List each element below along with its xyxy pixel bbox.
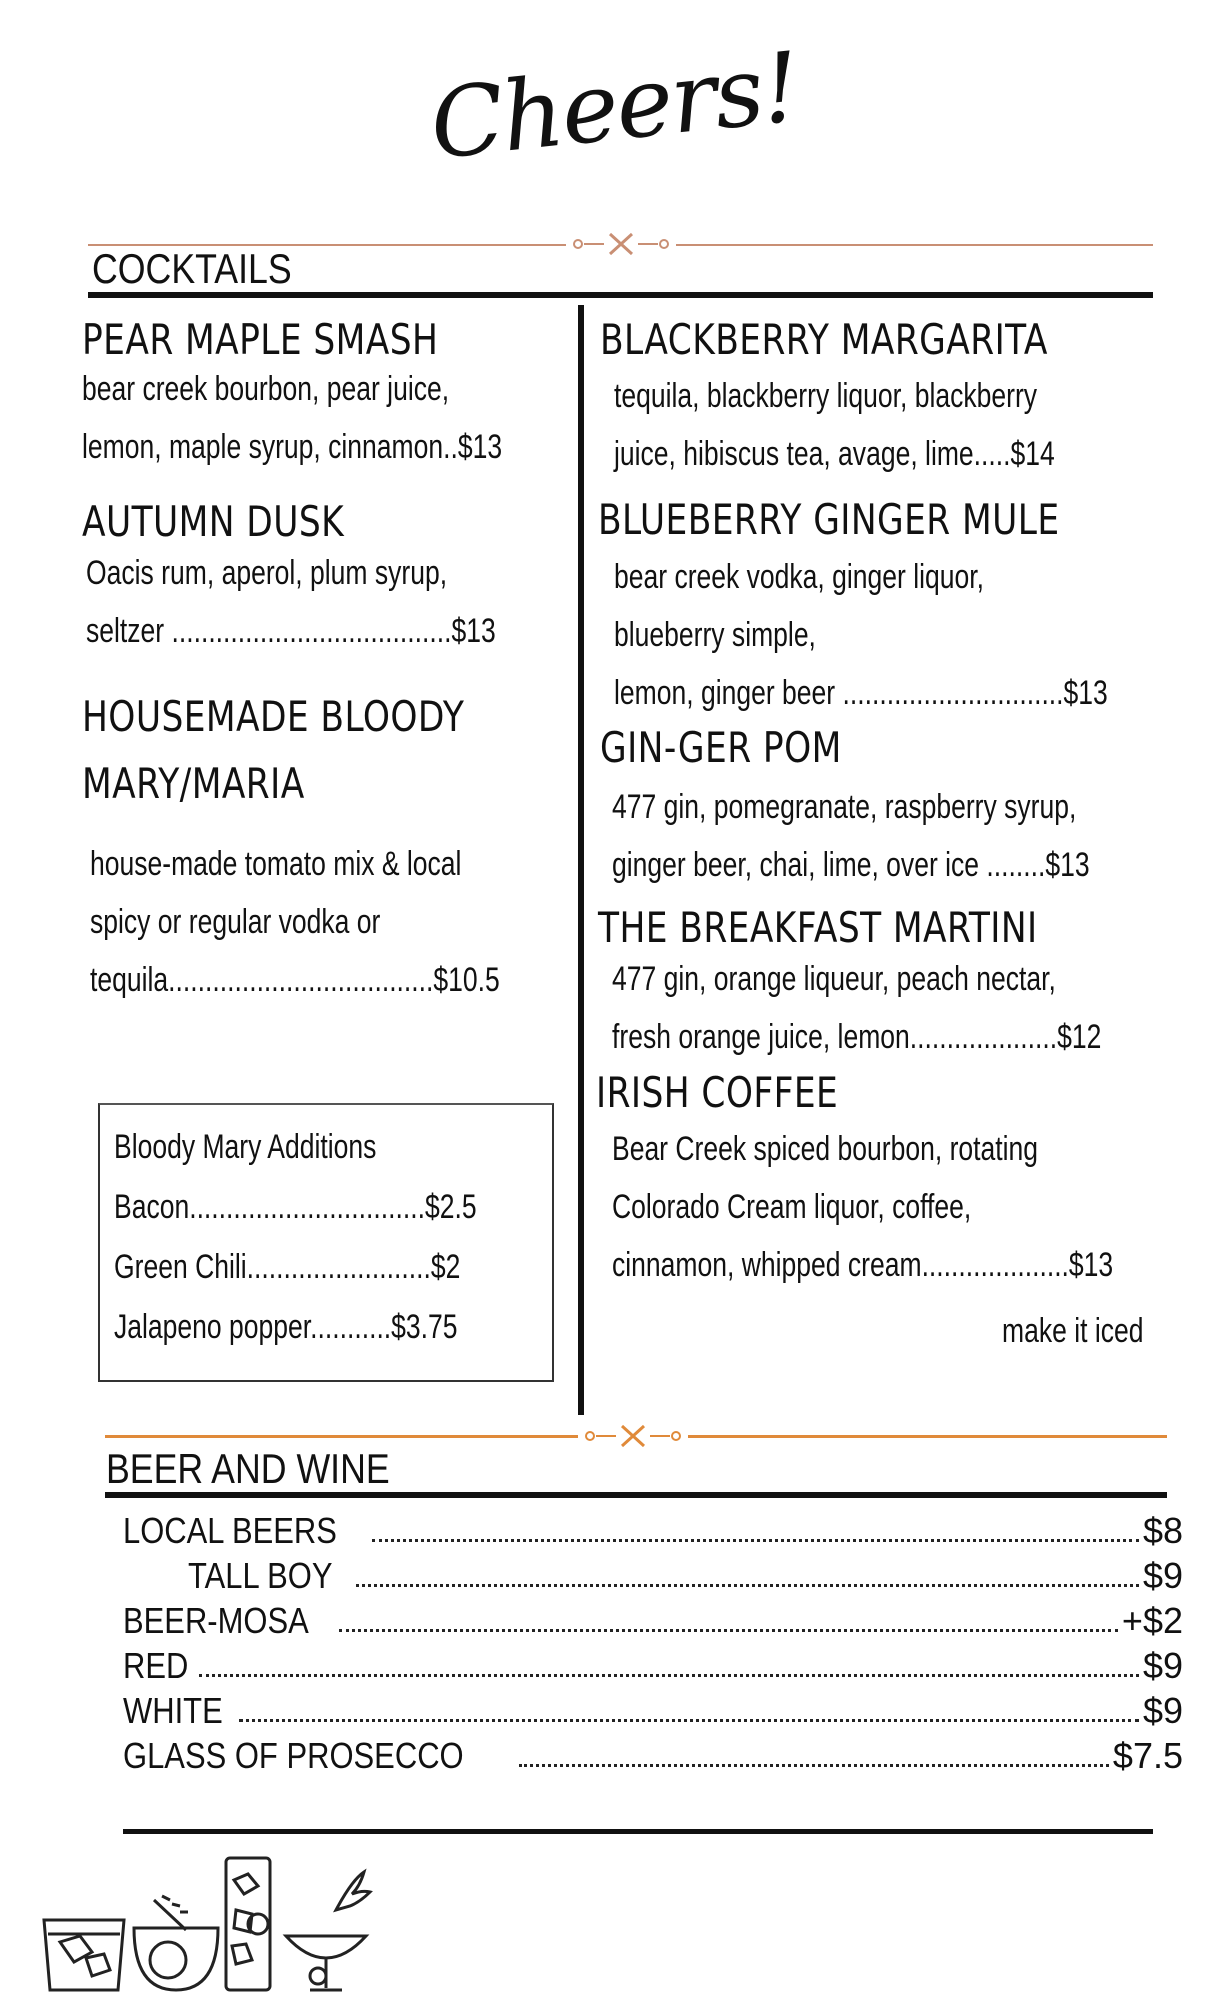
irish-coffee-note: make it iced — [1002, 1312, 1144, 1350]
item-desc: Colorado Cream liquor, coffee, — [612, 1188, 972, 1226]
beer-wine-heading: BEER AND WINE — [106, 1445, 390, 1492]
item-desc: 477 gin, pomegranate, raspberry syrup, — [612, 788, 1077, 826]
item-desc: tequila, blackberry liquor, blackberry — [614, 377, 1038, 415]
list-item — [123, 1598, 1183, 1642]
item-desc: bear creek bourbon, pear juice, — [82, 370, 450, 408]
leader-dots — [356, 1583, 1139, 1587]
item-desc: fresh orange juice, lemon....................$12 — [612, 1018, 1102, 1056]
item-desc: juice, hibiscus tea, avage, lime.....$14 — [614, 435, 1055, 473]
wine-price: $9 — [1142, 1690, 1183, 1731]
list-item — [123, 1643, 1183, 1687]
leader-dots — [372, 1538, 1139, 1542]
item-title-gin-ger-pom: GIN-GER POM — [600, 723, 842, 772]
beer-label: LOCAL BEERS — [123, 1510, 337, 1551]
beer-label: TALL BOY — [188, 1555, 333, 1596]
beer-price: +$2 — [1121, 1600, 1183, 1641]
list-item — [123, 1688, 1183, 1732]
leader-dots — [239, 1718, 1139, 1722]
rocks-glass-icon — [44, 1920, 124, 1990]
item-title-breakfast-martini: THE BREAKFAST MARTINI — [598, 903, 1038, 952]
item-desc: 477 gin, orange liqueur, peach nectar, — [612, 960, 1056, 998]
wine-label: RED — [123, 1645, 189, 1686]
item-desc: house-made tomato mix & local — [90, 845, 462, 883]
item-desc: ginger beer, chai, lime, over ice ........$13 — [612, 846, 1090, 884]
item-title-pear-maple-smash: PEAR MAPLE SMASH — [82, 315, 439, 364]
menu-title: Cheers! — [425, 31, 804, 181]
wine-price: $7.5 — [1112, 1735, 1183, 1776]
leader-dots — [199, 1673, 1139, 1677]
item-desc: tequila....................................$10.5 — [90, 961, 500, 999]
item-desc: seltzer ......................................$13 — [86, 612, 496, 650]
beer-wine-underline — [105, 1492, 1167, 1498]
item-desc: lemon, ginger beer ..............................$13 — [614, 674, 1108, 712]
item-title-housemade-bloody-mary-line2: MARY/MARIA — [82, 759, 305, 808]
item-desc: blueberry simple, — [614, 616, 816, 654]
wine-label: GLASS OF PROSECCO — [123, 1735, 464, 1776]
list-item — [123, 1733, 1183, 1777]
item-desc: Bear Creek spiced bourbon, rotating — [612, 1130, 1039, 1168]
column-divider — [578, 305, 584, 1415]
item-title-blueberry-ginger-mule: BLUEBERRY GINGER MULE — [598, 495, 1060, 544]
addition-item: Jalapeno popper...........$3.75 — [114, 1308, 458, 1346]
item-title-blackberry-margarita: BLACKBERRY MARGARITA — [600, 315, 1048, 364]
list-item — [123, 1508, 1183, 1552]
cocktails-underline — [88, 292, 1153, 298]
addition-item: Green Chili.........................$2 — [114, 1248, 461, 1286]
ornament-icon — [566, 228, 676, 260]
beer-price: $8 — [1142, 1510, 1183, 1551]
item-desc: lemon, maple syrup, cinnamon..$13 — [82, 428, 503, 466]
beer-label: BEER-MOSA — [123, 1600, 309, 1641]
cocktail-glass-rosemary-icon — [134, 1896, 218, 1990]
wine-label: WHITE — [123, 1690, 223, 1731]
leader-dots — [519, 1763, 1109, 1767]
bottom-divider — [123, 1829, 1153, 1834]
item-desc: spicy or regular vodka or — [90, 903, 381, 941]
additions-title: Bloody Mary Additions — [114, 1128, 377, 1166]
ornament-icon — [578, 1420, 688, 1452]
coupe-glass-icon — [286, 1872, 370, 1990]
item-title-autumn-dusk: AUTUMN DUSK — [82, 497, 345, 546]
highball-glass-icon — [226, 1858, 270, 1990]
beer-price: $9 — [1142, 1555, 1183, 1596]
item-desc: cinnamon, whipped cream....................$13 — [612, 1246, 1114, 1284]
item-title-housemade-bloody-mary: HOUSEMADE BLOODY — [82, 692, 465, 741]
addition-item: Bacon................................$2.5 — [114, 1188, 477, 1226]
drink-illustrations — [36, 1850, 416, 2000]
cocktails-heading: COCKTAILS — [92, 245, 292, 292]
item-title-irish-coffee: IRISH COFFEE — [596, 1068, 839, 1117]
item-desc: Oacis rum, aperol, plum syrup, — [86, 554, 448, 592]
item-desc: bear creek vodka, ginger liquor, — [614, 558, 985, 596]
wine-price: $9 — [1142, 1645, 1183, 1686]
list-item — [188, 1553, 1183, 1597]
leader-dots — [339, 1628, 1118, 1632]
